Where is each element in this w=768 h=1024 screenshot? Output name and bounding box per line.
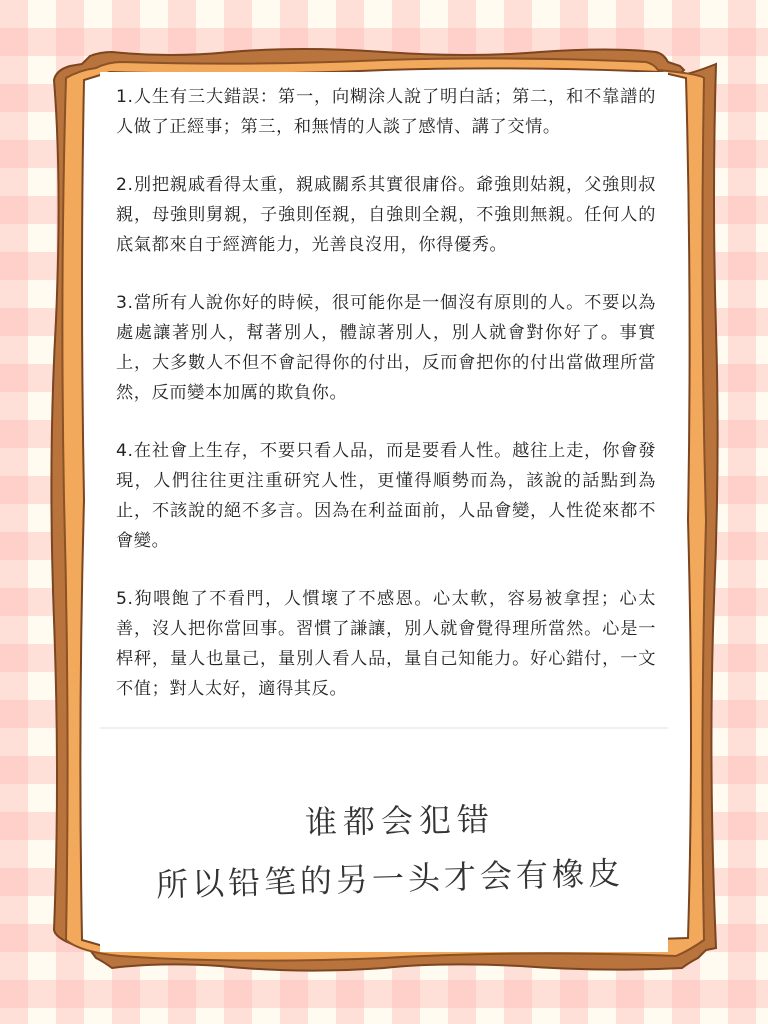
paragraph-5: 5.狗喂飽了不看門，人慣壞了不感恩。心太軟，容易被拿捏；心太善，沒人把你當回事。習慣了謙讓，別人就會覺得理所當然。心是一桿秤，量人也量己，量別人看人品，量自己知能力。好心錯付，一文不值；對人太好，適得其反。 (116, 589, 656, 699)
paragraph-3: 3.當所有人說你好的時候，很可能你是一個沒有原則的人。不要以為處處讓著別人，幫著別人，體諒著別人，別人就會對你好了。事實上，大多數人不但不會記得你的付出，反而會把你的付出當做理所當然，反而變本加厲的欺負你。 (116, 293, 656, 403)
quote-line-2: 所以铅笔的另一头才会有橡皮 (155, 853, 625, 905)
quote-line-1: 谁都会犯错 (304, 800, 496, 842)
paragraph-1: 1.人生有三大錯誤：第一，向糊涂人說了明白話；第二，和不靠譜的人做了正經事；第三，和無情的人談了感情、講了交情。 (116, 87, 656, 137)
article-body (116, 82, 656, 732)
divider (100, 727, 668, 729)
paragraph-2: 2.別把親戚看得太重，親戚關系其實很庸俗。爺強則姑親，父強則叔親，母強則舅親，子強則侄親，自強則全親，不強則無親。任何人的底氣都來自于經濟能力，光善良沒用，你得優秀。 (116, 175, 656, 255)
paragraph-4: 4.在社會上生存，不要只看人品，而是要看人性。越往上走，你會發現，人們往往更注重研究人性，更懂得順勢而為，該說的話點到為止，不該說的絕不多言。因為在利益面前，人品會變，人性從來都不會變。 (116, 441, 656, 551)
handwritten-quote (150, 800, 630, 905)
